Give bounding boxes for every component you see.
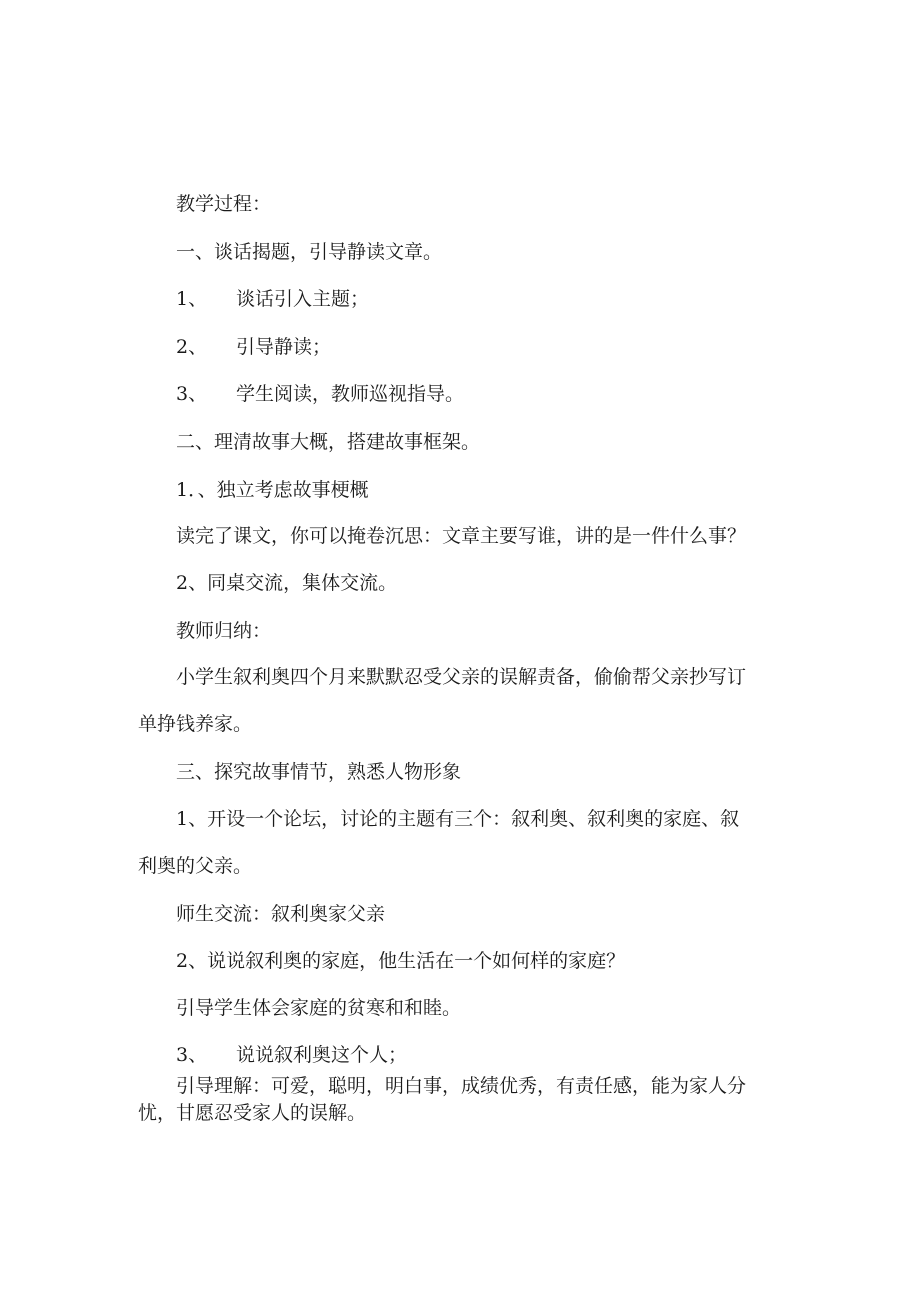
item-text: 说说叙利奥这个人； <box>236 1044 408 1066</box>
paragraph-line: 利奥的父亲。 <box>138 855 253 877</box>
paragraph-line: 忧，甘愿忍受家人的误解。 <box>138 1102 367 1124</box>
paragraph-line: 引导学生体会家庭的贫寒和和睦。 <box>176 997 462 1019</box>
item-number: 2、 <box>176 336 208 358</box>
paragraph-line: 师生交流：叙利奥家父亲 <box>176 903 386 925</box>
item-text: 谈话引入主题； <box>236 288 370 310</box>
item-text: 学生阅读，教师巡视指导。 <box>236 383 465 405</box>
paragraph-line: 小学生叙利奥四个月来默默忍受父亲的误解责备，偷偷帮父亲抄写订 <box>176 666 747 688</box>
item-text: 引导静读； <box>236 336 332 358</box>
paragraph-line: 教师归纳： <box>176 620 272 642</box>
paragraph-line: 2、同桌交流，集体交流。 <box>176 572 398 594</box>
paragraph-line: 读完了课文，你可以掩卷沉思：文章主要写谁，讲的是一件什么事？ <box>176 525 747 547</box>
section-three-title: 三、探究故事情节，熟悉人物形象 <box>176 761 462 783</box>
numbered-item <box>176 1043 407 1067</box>
paragraph-line: 引导理解：可爱，聪明，明白事，成绩优秀，有责任感，能为家人分 <box>176 1075 747 1097</box>
section-one-title: 一、谈话揭题，引导静读文章。 <box>176 241 443 263</box>
numbered-item <box>176 335 331 359</box>
paragraph-line: 1、开设一个论坛，讨论的主题有三个：叙利奥、叙利奥的家庭、叙 <box>176 808 740 830</box>
section-heading: 教学过程： <box>176 193 272 215</box>
paragraph-line: 1．、独立考虑故事梗概 <box>176 479 369 501</box>
item-number: 3、 <box>176 1044 208 1066</box>
item-number: 1、 <box>176 288 208 310</box>
numbered-item <box>176 382 464 406</box>
item-number: 3、 <box>176 383 208 405</box>
paragraph-line: 单挣钱养家。 <box>138 713 253 735</box>
paragraph-line: 2、说说叙利奥的家庭，他生活在一个如何样的家庭？ <box>176 950 626 972</box>
numbered-item <box>176 287 369 311</box>
section-two-title: 二、理清故事大概，搭建故事框架。 <box>176 431 481 453</box>
